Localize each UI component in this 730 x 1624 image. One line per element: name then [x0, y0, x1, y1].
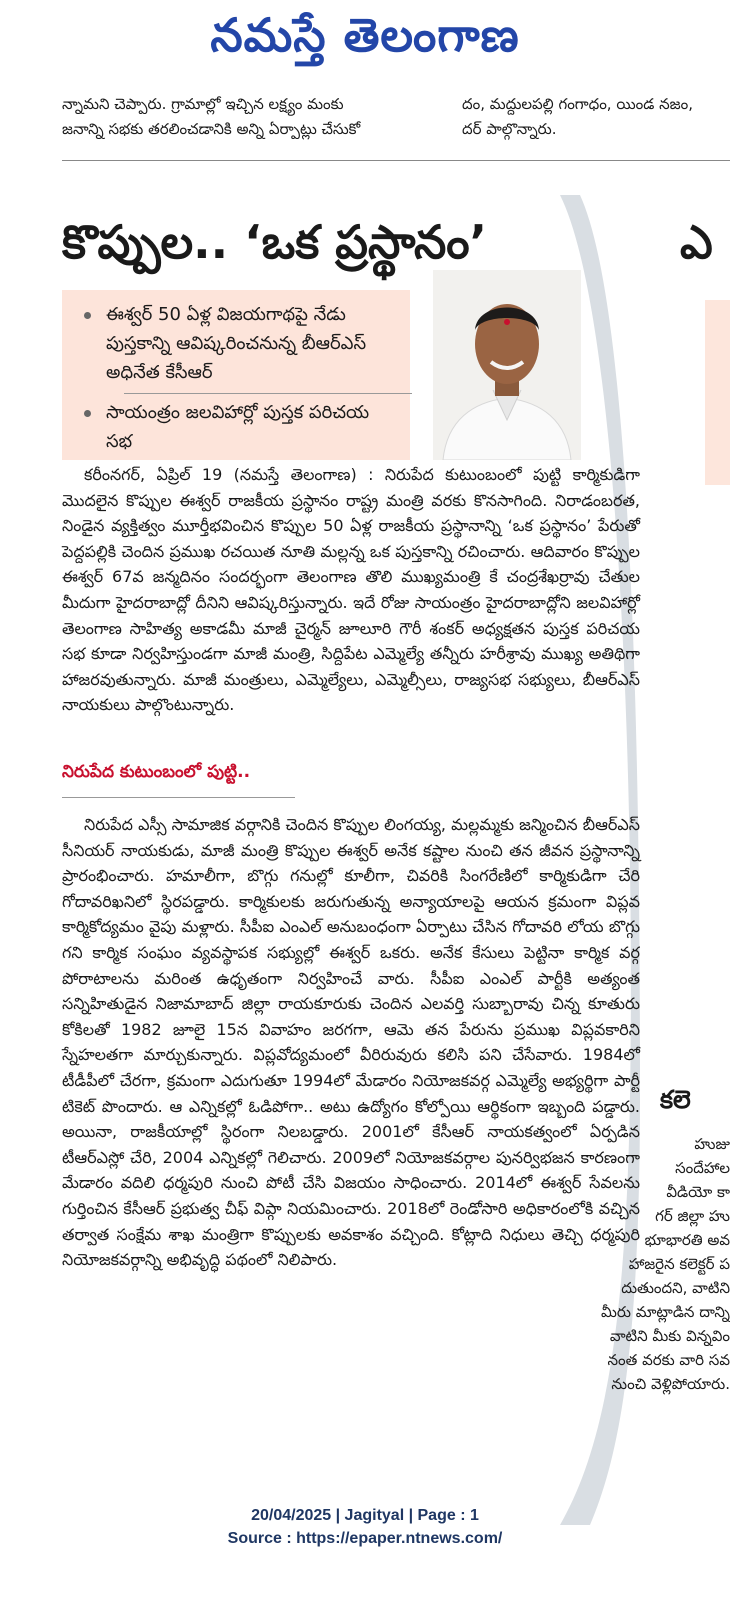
adjacent-line: మీరు మాట్లాడిన దాన్ని [601, 1303, 730, 1321]
portrait-photo [433, 270, 581, 460]
previous-story-line: న్నామని చెప్పారు. గ్రామాల్లో ఇచ్చిన లక్ష్యం మంకు [62, 95, 344, 113]
adjacent-line: హాజరైన కలెక్టర్ ప [628, 1255, 730, 1273]
adjacent-highlight-box [705, 300, 730, 485]
footer-dateline: 20/04/2025 | Jagityal | Page : 1 [251, 1507, 479, 1524]
adjacent-line: గర్ జిల్లా హు [655, 1207, 730, 1225]
adjacent-line: వాటిని మీకు విన్నవిం [609, 1327, 730, 1345]
highlight-item [80, 300, 400, 387]
masthead-title: నమస్తే తెలంగాణ [210, 8, 520, 62]
masthead [0, 0, 730, 90]
body-paragraph: నిరుపేద ఎస్సీ సామాజిక వర్గానికి చెందిన కొప్పుల లింగయ్య, మల్లమ్మకు జన్మించిన బీఆర్ఎస్ సీనియర్ నాయకుడు, మాజీ మంత్రి కొప్పుల ఈశ్వర్ అనేక కష్టాల నుంచి తన జీవన ప్రస్థానాన్ని ప్రారంభించారు. హమాలీగా, బొగ్గు గనుల్లో కూలీగా, చివరికి సింగరేణిలో కార్మికుడిగా చేరి గోదావరిఖనిలో స్థిరపడ్డారు. కార్మికులకు జరుగుతున్న అన్యాయాలపై ఆయన క్రమంగా విప్లవ కార్మికోద్యమం వైపు మళ్లారు. సీపీఐ ఎంఎల్ అనుబంధంగా ఏర్పాటు చేసిన గోదావరి లోయ బొగ్గు గని కార్మిక సంఘం వ్యవస్థాపక సభ్యుల్లో ఈశ్వర్ ఒకరు. అనేక కేసులు పెట్టినా కార్మిక వర్గ పోరాటాలను మరింత ఉధృతంగా నిర్వహించే వారు. సీపీఐ ఎంఎల్ పార్టీకి అత్యంత సన్నిహితుడైన నిజామాబాద్ జిల్లా రాయకూరుకు చెందిన ఎలవర్తి సుబ్బారావు చిన్న కూతురు కోకిలతో 1982 జూలై 15న వివాహం జరగగా, ఆమె తన పేరును ప్రముఖ విప్లవకారిని స్నేహలతగా మార్చుకున్నారు. విప్లవోద్యమంలో వీరిరువురు కలిసి పని చేసేవారు. 1984లో టీడీపీలో చేరగా, క్రమంగా ఎదుగుతూ 1994లో మేడారం నియోజకవర్గ ఎమ్మెల్యే అభ్యర్థిగా పార్టీ టికెట్ పొందారు. ఆ ఎన్నికల్లో ఓడిపోగా.. అటు ఉద్యోగం కోల్పోయి ఆర్థికంగా ఇబ్బంది పడ్డారు. అయినా, రాజకీయాల్లో స్థిరంగా నిలబడ్డారు. 2001లో కేసీఆర్ నాయకత్వంలో ఏర్పడిన టీఆర్ఎస్లో చేరి, 2004 ఎన్నికల్లో గెలిచారు. 2009లో నియోజకవర్గాల పునర్విభజన కారణంగా మేడారం వదిలి ధర్మపురి నుంచి పోటీ చేసి విజయం సాధించారు. 2014లో ఈశ్వర్ సేవలను గుర్తించిన కేసీఆర్ ప్రభుత్వ చీఫ్ విప్గా నియమించారు. 2018లో రెండోసారి అధికారంలోకి వచ్చిన తర్వాత సంక్షేమ శాఖ మంత్రిగా కొప్పులకు అవకాశం వచ్చింది. కోట్లాది నిధులు తెచ్చి ధర్మపురి నియోజకవర్గాన్ని అభివృద్ధి పథంలో నిలిపారు. [62, 815, 640, 1270]
adjacent-line: దుతుందని, వాటిని [621, 1279, 730, 1297]
adjacent-story-column [560, 1132, 730, 1396]
subheading-rule [62, 797, 295, 798]
previous-story-line: దం, మద్దులపల్లి గంగాధం, యిండ నజం, [462, 95, 693, 113]
previous-story-left [62, 92, 447, 142]
adjacent-line: సందేహాల [675, 1159, 730, 1177]
article-body [62, 812, 640, 1273]
adjacent-story-headline: కలె [660, 1085, 691, 1114]
previous-story-line: జనాన్ని సభకు తరలించడానికి అన్ని ఏర్పాట్లు చేసుకో [62, 120, 361, 138]
page-footer [0, 1504, 730, 1550]
highlight-text: ఈశ్వర్ 50 ఏళ్ల విజయగాథపై నేడు పుస్తకాన్ని ఆవిష్కరించనున్న బీఆర్ఎస్ అధినేత కేసీఆర్ [106, 304, 367, 383]
bullet-icon [84, 312, 91, 319]
lead-paragraph: కరీంనగర్, ఏప్రిల్ 19 (నమస్తే తెలంగాణ) : నిరుపేద కుటుంబంలో పుట్టి కార్మికుడిగా మొదలైన కొప్పుల ఈశ్వర్ రాజకీయ ప్రస్థానం రాష్ట్ర మంత్రి వరకు కొనసాగింది. నిరాడంబరత, నిండైన వ్యక్తిత్వం మూర్తీభవించిన కొప్పుల 50 ఏళ్ల రాజకీయ ప్రస్థానాన్ని ‘ఒక ప్రస్థానం’ పేరుతో పెద్దపల్లికి చెందిన ప్రముఖ రచయిత నూతి మల్లన్న ఒక పుస్తకాన్ని రచించారు. ఆదివారం కొప్పుల ఈశ్వర్ 67వ జన్మదినం సందర్భంగా తెలంగాణ తొలి ముఖ్యమంత్రి కే చంద్రశేఖర్రావు చేతుల మీదుగా హైదరాబాద్లో దీనిని ఆవిష్కరిస్తున్నారు. ఇదే రోజు సాయంత్రం హైదరాబాద్లోని జలవిహార్లో తెలంగాణ సాహిత్య అకాడమీ మాజీ చైర్మన్ జూలూరి గౌరీ శంకర్ అధ్యక్షతన పుస్తక పరిచయ సభ కూడా నిర్వహిస్తుండగా మాజీ మంత్రి, సిద్దిపేట ఎమ్మెల్యే తన్నీరు హరీశ్రావు ముఖ్య అతిథిగా హాజరవుతున్నారు. మాజీ మంత్రులు, ఎమ్మెల్యేలు, ఎమ్మెల్సీలు, రాజ్యసభ సభ్యులు, బీఆర్ఎస్ నాయకులు పాల్గొంటున్నారు. [62, 465, 640, 715]
bullet-icon [84, 410, 91, 417]
previous-story-line: దర్ పాల్గొన్నారు. [462, 120, 557, 138]
highlight-item [80, 398, 400, 456]
adjacent-line: భూభారతి అవ [644, 1231, 730, 1249]
highlight-separator [124, 393, 412, 394]
footer-source: Source : https://epaper.ntnews.com/ [227, 1530, 503, 1547]
previous-story-right [462, 92, 722, 142]
highlights-box [62, 290, 410, 460]
adjacent-headline: ఎ [680, 215, 713, 269]
adjacent-line: నుంచి వెళ్లిపోయారు. [611, 1375, 730, 1393]
article-subheading: నిరుపేద కుటుంబంలో పుట్టి.. [62, 762, 251, 782]
adjacent-line: హుజు [694, 1135, 730, 1153]
highlight-text: సాయంత్రం జలవిహార్లో పుస్తక పరిచయ సభ [106, 402, 370, 452]
article-headline: కొప్పుల.. ‘ఒక ప్రస్థానం’ [62, 215, 488, 269]
portrait-image [433, 270, 581, 460]
section-divider [62, 160, 730, 161]
article-lead [62, 462, 640, 718]
adjacent-line: వీడియో కా [666, 1183, 730, 1201]
adjacent-line: నంత వరకు వారి సవ [607, 1351, 730, 1369]
